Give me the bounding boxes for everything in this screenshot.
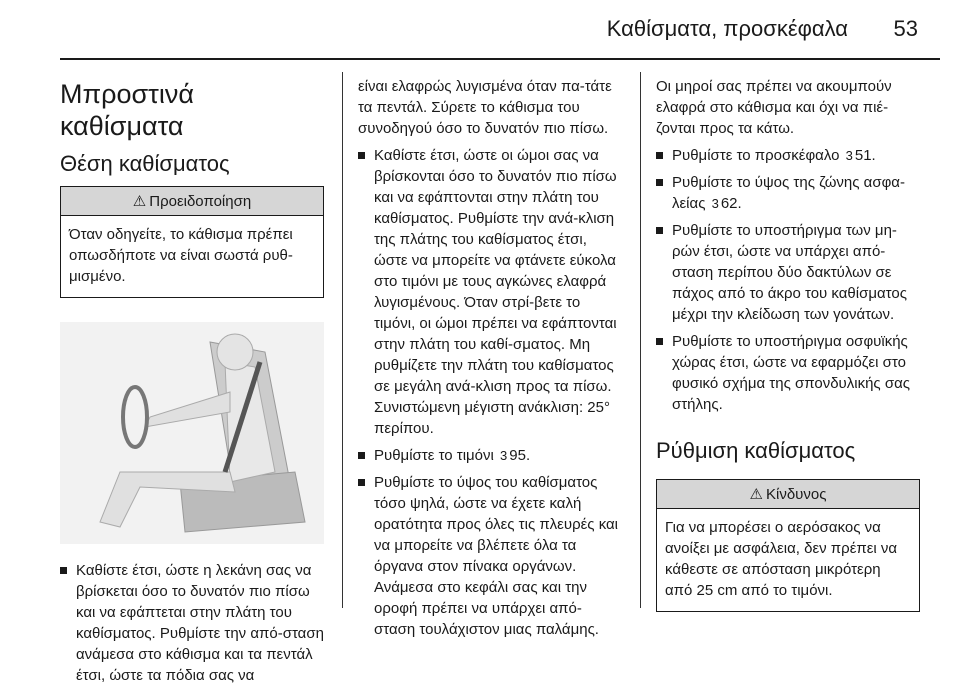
- warning-box-title: [61, 187, 323, 216]
- list-item: Ρυθμίστε το υποστήριγμα των μη-ρών έτσι, ώστε να υπάρχει από-σταση περίπου δύο δακτύλων σε πάχος από το άκρο του καθίσματος μέχρι την κλείδωση των γονάτων.: [656, 220, 920, 325]
- page-number: 53: [893, 16, 918, 41]
- subsection-heading: Θέση καθίσματος: [60, 151, 230, 176]
- page-ref-icon: 3: [711, 196, 719, 211]
- warning-box-body: Όταν οδηγείτε, το κάθισμα πρέπει οπωσδήποτε να είναι σωστά ρυθ-μισμένο.: [69, 226, 293, 285]
- danger-box-body: Για να μπορέσει ο αερόσακος να ανοίξει με ασφάλεια, δεν πρέπει να κάθεστε σε απόσταση μικρότερη από 25 cm από το τιμόνι.: [665, 519, 898, 599]
- continuation-text: Οι μηροί σας πρέπει να ακουμπούν ελαφρά στο κάθισμα και όχι να πιέ-ζονται προς τα κάτω.: [656, 78, 892, 137]
- column-2: [358, 60, 622, 640]
- section-heading: Μπροστινά καθίσματα: [60, 79, 194, 141]
- page-ref[interactable]: 51.: [854, 147, 876, 164]
- list-item: Ρυθμίστε το υποστήριγμα οσφυϊκής χώρας έτσι, ώστε να εφαρμόζει στο φυσικό σχήμα της σπονδυλικής σας στήλης.: [656, 331, 920, 415]
- running-title: Καθίσματα, προσκέφαλα: [606, 16, 848, 41]
- page-ref[interactable]: 95.: [509, 447, 531, 464]
- list-item: Ρυθμίστε το τιμόνι 3 95.: [358, 445, 622, 466]
- list-item: Ρυθμίστε το ύψος της ζώνης ασφα-λείας 3 62.: [656, 172, 920, 214]
- page-ref-icon: 3: [845, 148, 853, 163]
- list-item: Ρυθμίστε το ύψος του καθίσματος τόσο ψηλά, ώστε να έχετε καλή ορατότητα προς όλες τις πλευρές και να μπορείτε να βλέπετε όλα τα όργανα στον πίνακα οργάνων. Ανάμεσα στο κεφάλι σας και την οροφή πρέπει να υπάρχει από-σταση τουλάχιστον μιας παλάμης.: [358, 472, 622, 640]
- danger-box-title: [657, 480, 919, 509]
- column-1: [60, 60, 324, 686]
- warning-triangle-icon: ⚠: [132, 193, 147, 210]
- driver-seat-illustration: [60, 322, 324, 544]
- page-ref-icon: 3: [500, 448, 508, 463]
- danger-box: [656, 479, 920, 612]
- warning-triangle-icon: ⚠: [749, 486, 763, 503]
- column-3: [656, 60, 920, 612]
- column-divider: [640, 72, 641, 608]
- section-heading: Ρύθμιση καθίσματος: [656, 438, 856, 463]
- column-divider: [342, 72, 343, 608]
- continuation-text: είναι ελαφρώς λυγισμένα όταν πα-τάτε τα πεντάλ. Σύρετε το κάθισμα του συνοδηγού όσο το δυνατόν πιο πίσω.: [358, 78, 612, 137]
- warning-title-text: Προειδοποίηση: [149, 193, 252, 210]
- list-item: Ρυθμίστε το προσκέφαλο 3 51.: [656, 145, 920, 166]
- page-header: [0, 0, 960, 56]
- warning-box: [60, 186, 324, 298]
- page-ref[interactable]: 62.: [720, 195, 742, 212]
- list-item: Καθίστε έτσι, ώστε οι ώμοι σας να βρίσκονται όσο το δυνατόν πιο πίσω και να εφάπτονται στην πλάτη του καθίσματος. Ρυθμίστε την ανά-κλιση της πλάτης του καθίσματος έτσι, ώστε να μπορείτε να φτάνετε εύκολα στο τιμόνι με τους αγκώνες ελαφρά λυγισμένους. Όταν στρί-βετε το τιμόνι, οι ώμοι πρέπει να εφάπτονται στην πλάτη του καθί-σματος. Μη ρυθμίζετε την πλάτη του καθίσματος σε μεγάλη ανά-κλιση προς τα πίσω. Συνιστώμενη μέγιστη ανάκλιση: 25° περίπου.: [358, 145, 622, 439]
- danger-title-text: Κίνδυνος: [765, 486, 827, 503]
- list-item: Καθίστε έτσι, ώστε η λεκάνη σας να βρίσκεται όσο το δυνατόν πιο πίσω και να εφάπτεται στην πλάτη του καθίσματος. Ρυθμίστε την από-σταση ανάμεσα στο κάθισμα και τα πεντάλ έτσι, ώστε τα πόδια σας να: [60, 560, 324, 686]
